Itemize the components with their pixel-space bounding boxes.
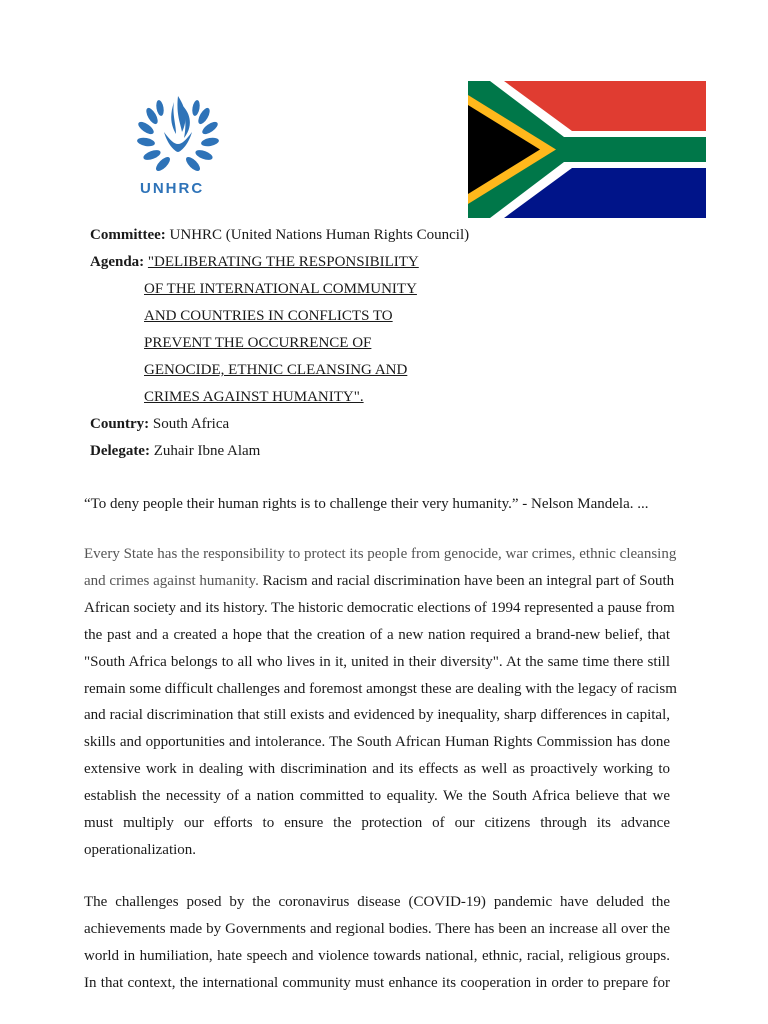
unhrc-logo-text: UNHRC xyxy=(140,180,205,197)
unhrc-logo xyxy=(118,92,248,202)
paragraph-line: skills and opportunities and intolerance. The South African Human Rights Commission has done xyxy=(84,734,670,751)
paragraph-line: In that context, the international community must enhance its cooperation in order to prepare for xyxy=(84,974,670,991)
agenda-continuation xyxy=(90,276,469,411)
agenda-text-line-6: CRIMES AGAINST HUMANITY". xyxy=(144,389,364,405)
mandela-quote: “To deny people their human rights is to challenge their very humanity.” - Nelson Mandela. ... xyxy=(84,496,649,512)
paragraph-line: achievements made by Governments and regional bodies. There has been an increase all over the xyxy=(84,920,670,937)
paragraph-line: African society and its history. The historic democratic elections of 1994 represented a pause from xyxy=(84,599,675,616)
paragraph-line: and crimes against humanity. Racism and racial discrimination have been an integral part of South xyxy=(84,572,675,589)
country-value: South Africa xyxy=(149,416,230,432)
paragraph-1 xyxy=(84,541,677,864)
paragraph-line: The challenges posed by the coronavirus disease (COVID-19) pandemic have deluded the xyxy=(84,894,670,910)
position-paper-header xyxy=(90,222,469,465)
paragraph-line: establish the necessity of a nation committed to equality. We the South Africa believe that we xyxy=(84,788,670,805)
paragraph-line: "South Africa belongs to all who lives in it, united in their diversity". At the same time there still xyxy=(84,653,670,670)
agenda-line xyxy=(90,249,469,276)
agenda-text-line-4: PREVENT THE OCCURRENCE OF xyxy=(144,335,372,351)
paragraph-2 xyxy=(84,889,670,997)
laurel-flame-icon xyxy=(130,92,226,174)
paragraph-line: and racial discrimination that still exists and evidenced by inequality, sharp differences in capital, xyxy=(84,707,670,724)
south-africa-flag xyxy=(468,81,706,218)
agenda-text-line-1: "DELIBERATING THE RESPONSIBILITY xyxy=(147,254,419,270)
committee-line xyxy=(90,222,469,249)
delegate-value: Zuhair Ibne Alam xyxy=(149,443,261,459)
agenda-text-line-3: AND COUNTRIES IN CONFLICTS TO xyxy=(144,308,393,324)
paragraph-line: Every State has the responsibility to protect its people from genocide, war crimes, ethnic cleansing xyxy=(84,546,677,562)
agenda-label: Agenda: xyxy=(90,254,145,270)
committee-label: Committee: xyxy=(90,227,166,243)
delegate-line xyxy=(90,438,469,465)
country-label: Country: xyxy=(90,416,150,432)
paragraph-line: must multiply our efforts to ensure the protection of our citizens through its advance xyxy=(84,815,670,832)
paragraph-line: the past and a created a hope that the creation of a new nation required a brand-new belief, that xyxy=(84,626,670,643)
country-line xyxy=(90,411,469,438)
paragraph-line: remain some difficult challenges and foremost amongst these are dealing with the legacy of racism xyxy=(84,680,677,697)
committee-value: UNHRC (United Nations Human Rights Council) xyxy=(165,227,470,243)
agenda-text-line-5: GENOCIDE, ETHNIC CLEANSING AND xyxy=(144,362,408,378)
agenda-text-line-2: OF THE INTERNATIONAL COMMUNITY xyxy=(144,281,417,297)
paragraph-line: world in humiliation, hate speech and violence towards national, ethnic, racial, religious groups. xyxy=(84,947,670,964)
paragraph-line: operationalization. xyxy=(84,841,197,858)
paragraph-line: extensive work in dealing with discrimination and its effects as well as proactively working to xyxy=(84,761,670,778)
delegate-label: Delegate: xyxy=(90,443,150,459)
